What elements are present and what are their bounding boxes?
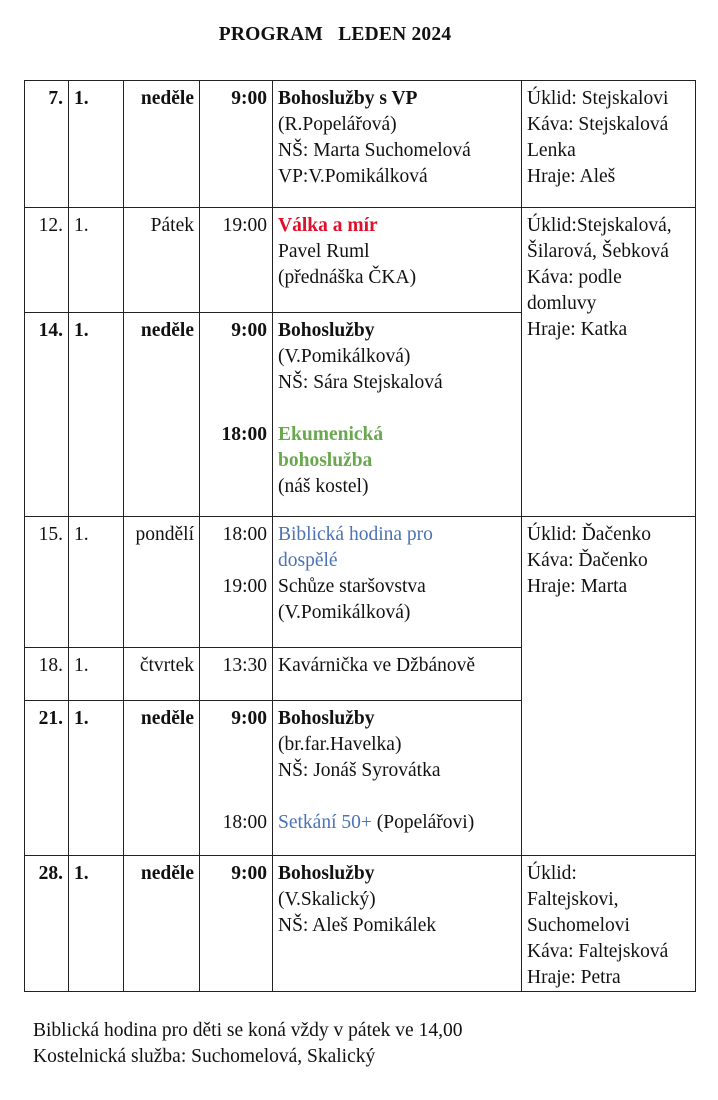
event-title: Setkání 50+: [278, 812, 372, 833]
time-value: 19:00: [222, 576, 267, 597]
duty-line: Káva: Ďačenko: [527, 550, 648, 571]
event-title: Válka a mír: [278, 215, 378, 236]
event-detail: VP:V.Pomikálková: [278, 166, 428, 187]
event-title-line: [278, 810, 516, 836]
day-cell: 28.: [25, 856, 69, 992]
event-detail: (Popelářovi): [371, 812, 475, 833]
program-cell: [273, 208, 522, 313]
event-detail: NŠ: Jonáš Syrovátka: [278, 760, 441, 781]
weekday-cell: čtvrtek: [124, 648, 200, 701]
event-detail: (V.Pomikálková): [278, 346, 411, 367]
event-title: Bohoslužby: [278, 863, 375, 884]
event-detail: (V.Pomikálková): [278, 602, 411, 623]
event-detail: (V.Skalický): [278, 889, 376, 910]
day-cell: 21.: [25, 701, 69, 856]
day-cell: 7.: [25, 81, 69, 208]
duty-line: Suchomelovi: [527, 915, 630, 936]
duty-cell: [522, 856, 696, 992]
program-cell: [273, 313, 522, 517]
weekday-cell: neděle: [124, 81, 200, 208]
time-cell: [200, 81, 273, 208]
duty-cell: [522, 81, 696, 208]
month-cell: 1.: [69, 856, 124, 992]
month-cell: 1.: [69, 208, 124, 313]
month-cell: 1.: [69, 648, 124, 701]
day-cell: 14.: [25, 313, 69, 517]
duty-line: Hraje: Katka: [527, 319, 628, 340]
month-cell: 1.: [69, 701, 124, 856]
time-value: 9:00: [231, 863, 267, 884]
footer-line: Biblická hodina pro děti se koná vždy v pátek ve 14,00: [33, 1020, 463, 1041]
event-title: dospělé: [278, 550, 338, 571]
event-title: Ekumenická: [278, 424, 384, 445]
month-cell: 1.: [69, 517, 124, 648]
duty-line: Úklid:Stejskalová,: [527, 215, 672, 236]
duty-line: Lenka: [527, 140, 576, 161]
duty-line: Káva: Stejskalová: [527, 114, 669, 135]
program-cell: [273, 81, 522, 208]
duty-line: Úklid:: [527, 863, 577, 884]
duty-line: Hraje: Petra: [527, 967, 621, 988]
program-table: [24, 80, 696, 992]
time-cell: [200, 208, 273, 313]
time-cell: [200, 648, 273, 701]
time-value: 18:00: [222, 524, 267, 545]
day-cell: 15.: [25, 517, 69, 648]
weekday-cell: Pátek: [124, 208, 200, 313]
duty-line: Úklid: Stejskalovi: [527, 88, 669, 109]
page-title: PROGRAM LEDEN 2024: [218, 24, 452, 45]
weekday-cell: neděle: [124, 856, 200, 992]
duty-line: Hraje: Marta: [527, 576, 628, 597]
duty-line: Úklid: Ďačenko: [527, 524, 652, 545]
duty-line: Káva: podle: [527, 267, 622, 288]
time-cell: [200, 313, 273, 517]
table-row: [25, 81, 696, 208]
month-cell: 1.: [69, 81, 124, 208]
event-detail: NŠ: Marta Suchomelová: [278, 140, 471, 161]
event-detail: (br.far.Havelka): [278, 734, 402, 755]
event-title: bohoslužba: [278, 450, 373, 471]
footer-notes: [33, 1018, 462, 1070]
duty-line: Káva: Faltejsková: [527, 941, 669, 962]
duty-line: Hraje: Aleš: [527, 166, 616, 187]
time-value: 9:00: [231, 320, 267, 341]
time-cell: [200, 856, 273, 992]
time-value: 13:30: [222, 655, 267, 676]
program-cell: [273, 856, 522, 992]
table-row: [25, 856, 696, 992]
event-detail: NŠ: Sára Stejskalová: [278, 372, 443, 393]
program-cell: [273, 648, 522, 701]
day-cell: 12.: [25, 208, 69, 313]
time-value: 9:00: [231, 88, 267, 109]
program-cell: [273, 701, 522, 856]
event-title: Bohoslužby s VP: [278, 88, 418, 109]
duty-cell: [522, 517, 696, 856]
month-cell: 1.: [69, 313, 124, 517]
footer-line: Kostelnická služba: Suchomelová, Skalický: [33, 1046, 376, 1067]
event-title: Bohoslužby: [278, 708, 375, 729]
event-detail: (přednáška ČKA): [278, 267, 417, 288]
weekday-cell: neděle: [124, 313, 200, 517]
duty-line: Faltejskovi,: [527, 889, 619, 910]
event-detail: (R.Popelářová): [278, 114, 397, 135]
event-title: Kavárnička ve Džbánově: [278, 655, 476, 676]
event-title: Bohoslužby: [278, 320, 375, 341]
table-row: [25, 208, 696, 313]
time-value: 9:00: [231, 708, 267, 729]
event-title: Biblická hodina pro: [278, 524, 433, 545]
table-row: [25, 517, 696, 648]
event-detail: (náš kostel): [278, 476, 369, 497]
time-value: 19:00: [222, 215, 267, 236]
event-detail: Pavel Ruml: [278, 241, 370, 262]
weekday-cell: pondělí: [124, 517, 200, 648]
program-cell: [273, 517, 522, 648]
time-cell: [200, 517, 273, 648]
event-detail: NŠ: Aleš Pomikálek: [278, 915, 437, 936]
duty-cell: [522, 208, 696, 517]
time-value: 18:00: [222, 812, 267, 833]
time-cell: [200, 701, 273, 856]
day-cell: 18.: [25, 648, 69, 701]
duty-line: domluvy: [527, 293, 597, 314]
event-detail: Schůze staršovstva: [278, 576, 426, 597]
time-value: 18:00: [221, 424, 267, 445]
weekday-cell: neděle: [124, 701, 200, 856]
duty-line: Šilarová, Šebková: [527, 241, 669, 262]
